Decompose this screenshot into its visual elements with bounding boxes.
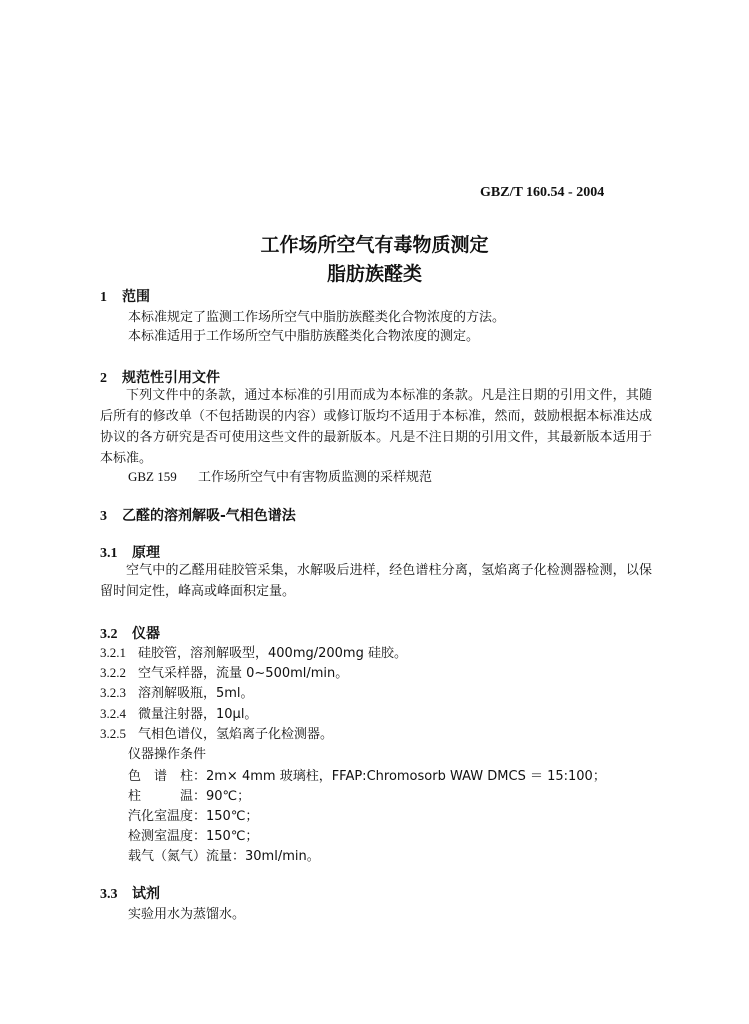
item-number: 3.2.2: [100, 665, 126, 680]
reference-code: GBZ 159: [128, 469, 177, 484]
section-number: 3.3: [100, 887, 118, 902]
section-title: 试剂: [132, 886, 160, 902]
condition-line: 检测室温度：150℃；: [128, 829, 259, 844]
section-3-heading: [100, 505, 296, 525]
reference-title: 工作场所空气中有害物质监测的采样规范: [198, 470, 433, 485]
condition-line: 柱 温：90℃；: [128, 789, 251, 804]
section-1-paragraph-1: 本标准规定了监测工作场所空气中脂肪族醛类化合物浓度的方法。: [128, 310, 506, 325]
condition-line: 汽化室温度：150℃；: [128, 809, 259, 824]
normative-reference: [128, 466, 432, 485]
section-title: 仪器: [132, 626, 160, 642]
section-number: 3: [100, 509, 107, 524]
instrument-item: [100, 662, 348, 681]
section-title: 乙醛的溶剂解吸-气相色谱法: [122, 508, 296, 524]
item-number: 3.2.3: [100, 685, 126, 700]
section-title: 规范性引用文件: [122, 370, 220, 386]
reagent-text: 实验用水为蒸馏水。: [128, 907, 246, 922]
section-title: 范围: [122, 289, 150, 305]
condition-line: 色 谱 柱：2m× 4mm 玻璃柱，FFAP:Chromosorb WAW DMCS ＝ 15:100；: [128, 769, 606, 784]
section-2-heading: [100, 367, 220, 387]
section-3-1-heading: [100, 542, 160, 562]
section-number: 3.1: [100, 546, 118, 561]
item-number: 3.2.4: [100, 706, 126, 721]
instrument-item: [100, 642, 407, 661]
item-number: 3.2.5: [100, 726, 126, 741]
section-title: 原理: [132, 545, 160, 561]
item-number: 3.2.1: [100, 645, 126, 660]
section-1-paragraph-2: 本标准适用于工作场所空气中脂肪族醛类化合物浓度的测定。: [128, 329, 480, 344]
section-1-heading: [100, 286, 150, 306]
section-number: 1: [100, 290, 107, 305]
instrument-item: [100, 703, 257, 722]
standard-code: GBZ/T 160.54 - 2004: [480, 185, 605, 200]
item-text: 气相色谱仪，氢焰离子化检测器。: [138, 727, 334, 742]
instrument-item: [100, 682, 254, 701]
section-3-3-heading: [100, 883, 160, 903]
item-text: 硅胶管，溶剂解吸型，400mg/200mg 硅胶。: [138, 646, 407, 661]
section-2-paragraph: 下列文件中的条款，通过本标准的引用而成为本标准的条款。凡是注日期的引用文件，其随后所有的修改单（不包括勘误的内容）或修订版均不适用于本标准，然而，鼓励根据本标准达成协议的各方研究是否可使用这些文件的最新版本。凡是不注日期的引用文件，其最新版本适用于本标准。: [100, 388, 652, 466]
document-title: 工作场所空气有毒物质测定: [260, 234, 489, 256]
condition-line: 载气（氮气）流量：30ml/min。: [128, 849, 320, 864]
section-3-1-paragraph: 空气中的乙醛用硅胶管采集，水解吸后进样，经色谱柱分离，氢焰离子化检测器检测，以保留时间定性，峰高或峰面积定量。: [100, 563, 652, 599]
conditions-title: 仪器操作条件: [128, 747, 207, 762]
section-3-2-heading: [100, 623, 160, 643]
item-text: 空气采样器，流量 0~500ml/min。: [138, 666, 349, 681]
section-number: 2: [100, 371, 107, 386]
item-text: 微量注射器，10μl。: [138, 707, 258, 722]
item-text: 溶剂解吸瓶，5ml。: [138, 686, 254, 701]
instrument-item: [100, 723, 333, 742]
section-number: 3.2: [100, 627, 118, 642]
document-subtitle: 脂肪族醛类: [326, 263, 422, 285]
